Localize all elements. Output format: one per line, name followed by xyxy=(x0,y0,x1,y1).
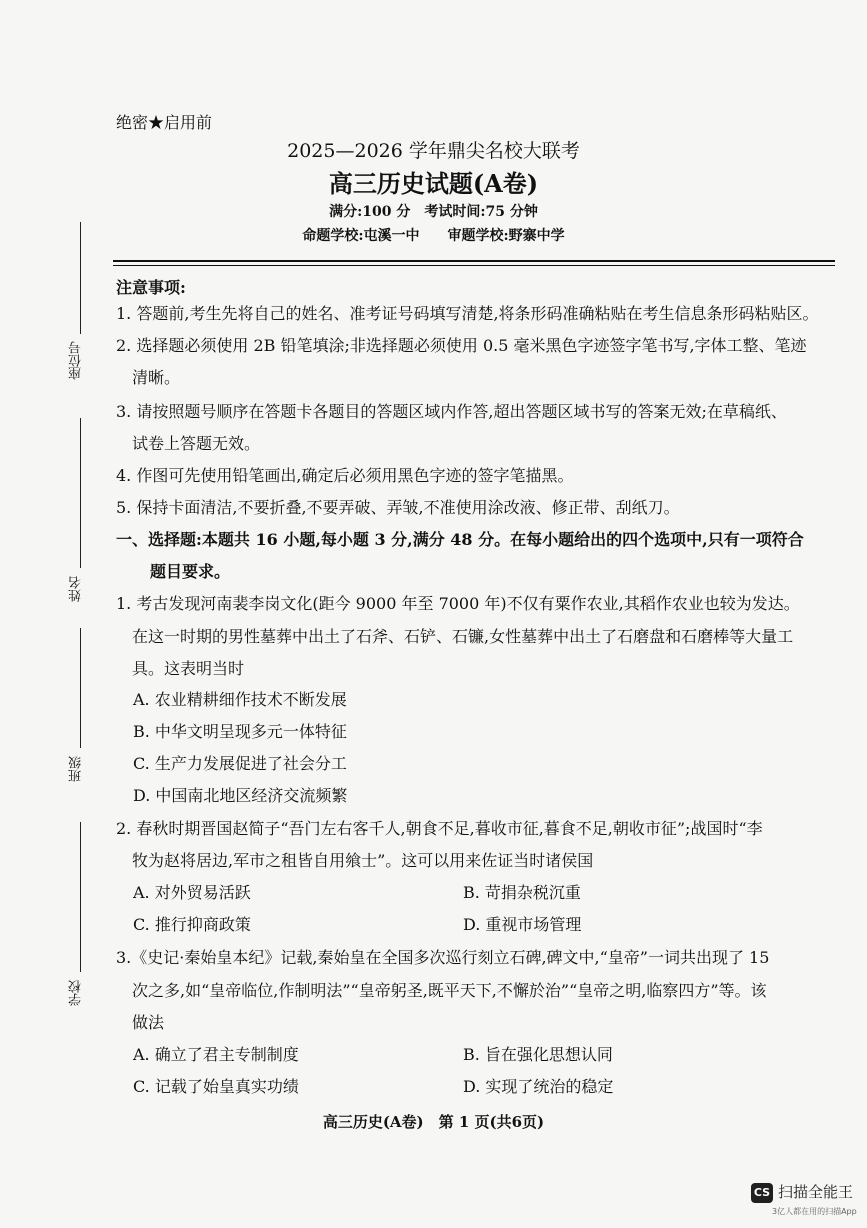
question-2-option-a: A. 对外贸易活跃 xyxy=(133,883,251,902)
question-1-option-c: C. 生产力发展促进了社会分工 xyxy=(133,754,347,773)
binding-line xyxy=(80,418,81,568)
question-1-option-d: D. 中国南北地区经济交流频繁 xyxy=(133,786,348,805)
question-3-option-d: D. 实现了统治的稳定 xyxy=(463,1077,614,1096)
question-1-text: 1. 考古发现河南裴李岗文化(距今 9000 年至 7000 年)不仅有粟作农业,其稻作农业也较为发达。 xyxy=(116,594,800,613)
binding-line xyxy=(80,822,81,972)
question-3-text: 次之多,如“皇帝临位,作制明法”“皇帝躬圣,既平天下,不懈於治”“皇帝之明,临察四方”等。该 xyxy=(132,981,767,1000)
header-rule-thin xyxy=(113,265,835,266)
question-2-option-b: B. 苛捐杂税沉重 xyxy=(463,883,581,902)
question-2-option-c: C. 推行抑商政策 xyxy=(133,915,251,934)
question-3-option-b: B. 旨在强化思想认同 xyxy=(463,1045,613,1064)
note-item: 试卷上答题无效。 xyxy=(132,434,261,453)
section-heading-cont: 题目要求。 xyxy=(150,562,231,581)
question-1-text: 具。这表明当时 xyxy=(132,659,245,678)
question-1-option-a: A. 农业精耕细作技术不断发展 xyxy=(133,690,347,709)
confidential-label: 绝密★启用前 xyxy=(116,113,213,132)
note-item: 3. 请按照题号顺序在答题卡各题目的答题区域内作答,超出答题区域书写的答案无效;在草稿纸、 xyxy=(116,402,787,421)
section-heading: 一、选择题:本题共 16 小题,每小题 3 分,满分 48 分。在每小题给出的四个选项中,只有一项符合 xyxy=(116,530,804,549)
class-label: 班级 xyxy=(69,756,84,782)
question-1-text: 在这一时期的男性墓葬中出土了石斧、石铲、石镰,女性墓葬中出土了石磨盘和石磨棒等大量工 xyxy=(132,627,794,646)
score-time: 满分:100 分 考试时间:75 分钟 xyxy=(329,204,538,220)
exam-name: 2025—2026 学年鼎尖名校大联考 xyxy=(287,140,580,162)
note-item: 1. 答题前,考生先将自己的姓名、准考证号码填写清楚,将条形码准确粘贴在考生信息条形码粘贴区。 xyxy=(116,304,819,323)
camscanner-logo-icon: CS xyxy=(751,1183,773,1203)
seat-label: 座位号 xyxy=(69,341,84,380)
school-label: 学校 xyxy=(69,980,84,1006)
note-item: 2. 选择题必须使用 2B 铅笔填涂;非选择题必须使用 0.5 毫米黑色字迹签字笔书写,字体工整、笔迹 xyxy=(116,336,807,355)
question-3-option-c: C. 记载了始皇真实功绩 xyxy=(133,1077,299,1096)
watermark-name: 扫描全能王 xyxy=(778,1183,854,1201)
schools: 命题学校:屯溪一中 审题学校:野寨中学 xyxy=(302,228,565,244)
note-item: 4. 作图可先使用铅笔画出,确定后必须用黑色字迹的签字笔描黑。 xyxy=(116,466,574,485)
note-item: 5. 保持卡面清洁,不要折叠,不要弄破、弄皱,不准使用涂改液、修正带、刮纸刀。 xyxy=(116,498,680,517)
question-2-text: 2. 春秋时期晋国赵简子“吾门左右客千人,朝食不足,暮收市征,暮食不足,朝收市征”;战国时“李 xyxy=(116,819,763,838)
binding-line xyxy=(80,628,81,748)
question-2-option-d: D. 重视市场管理 xyxy=(463,915,582,934)
page-title: 高三历史试题(A卷) xyxy=(328,169,539,198)
binding-line xyxy=(80,222,81,334)
question-2-text: 牧为赵将居边,军市之租皆自用飨士”。这可以用来佐证当时诸侯国 xyxy=(132,851,594,870)
watermark-tagline: 3亿人都在用的扫描App xyxy=(772,1207,857,1216)
name-label: 姓名 xyxy=(69,576,84,602)
notes-heading: 注意事项: xyxy=(116,278,186,297)
page-footer: 高三历史(A卷) 第 1 页(共6页) xyxy=(322,1113,545,1131)
question-3-text: 3.《史记·秦始皇本纪》记载,秦始皇在全国多次巡行刻立石碑,碑文中,“皇帝”一词共出现了 15 xyxy=(116,948,770,967)
question-3-text: 做法 xyxy=(132,1013,165,1032)
question-1-option-b: B. 中华文明呈现多元一体特征 xyxy=(133,722,347,741)
note-item: 清晰。 xyxy=(132,368,181,387)
question-3-option-a: A. 确立了君主专制制度 xyxy=(133,1045,299,1064)
header-rule-thick xyxy=(113,260,835,262)
